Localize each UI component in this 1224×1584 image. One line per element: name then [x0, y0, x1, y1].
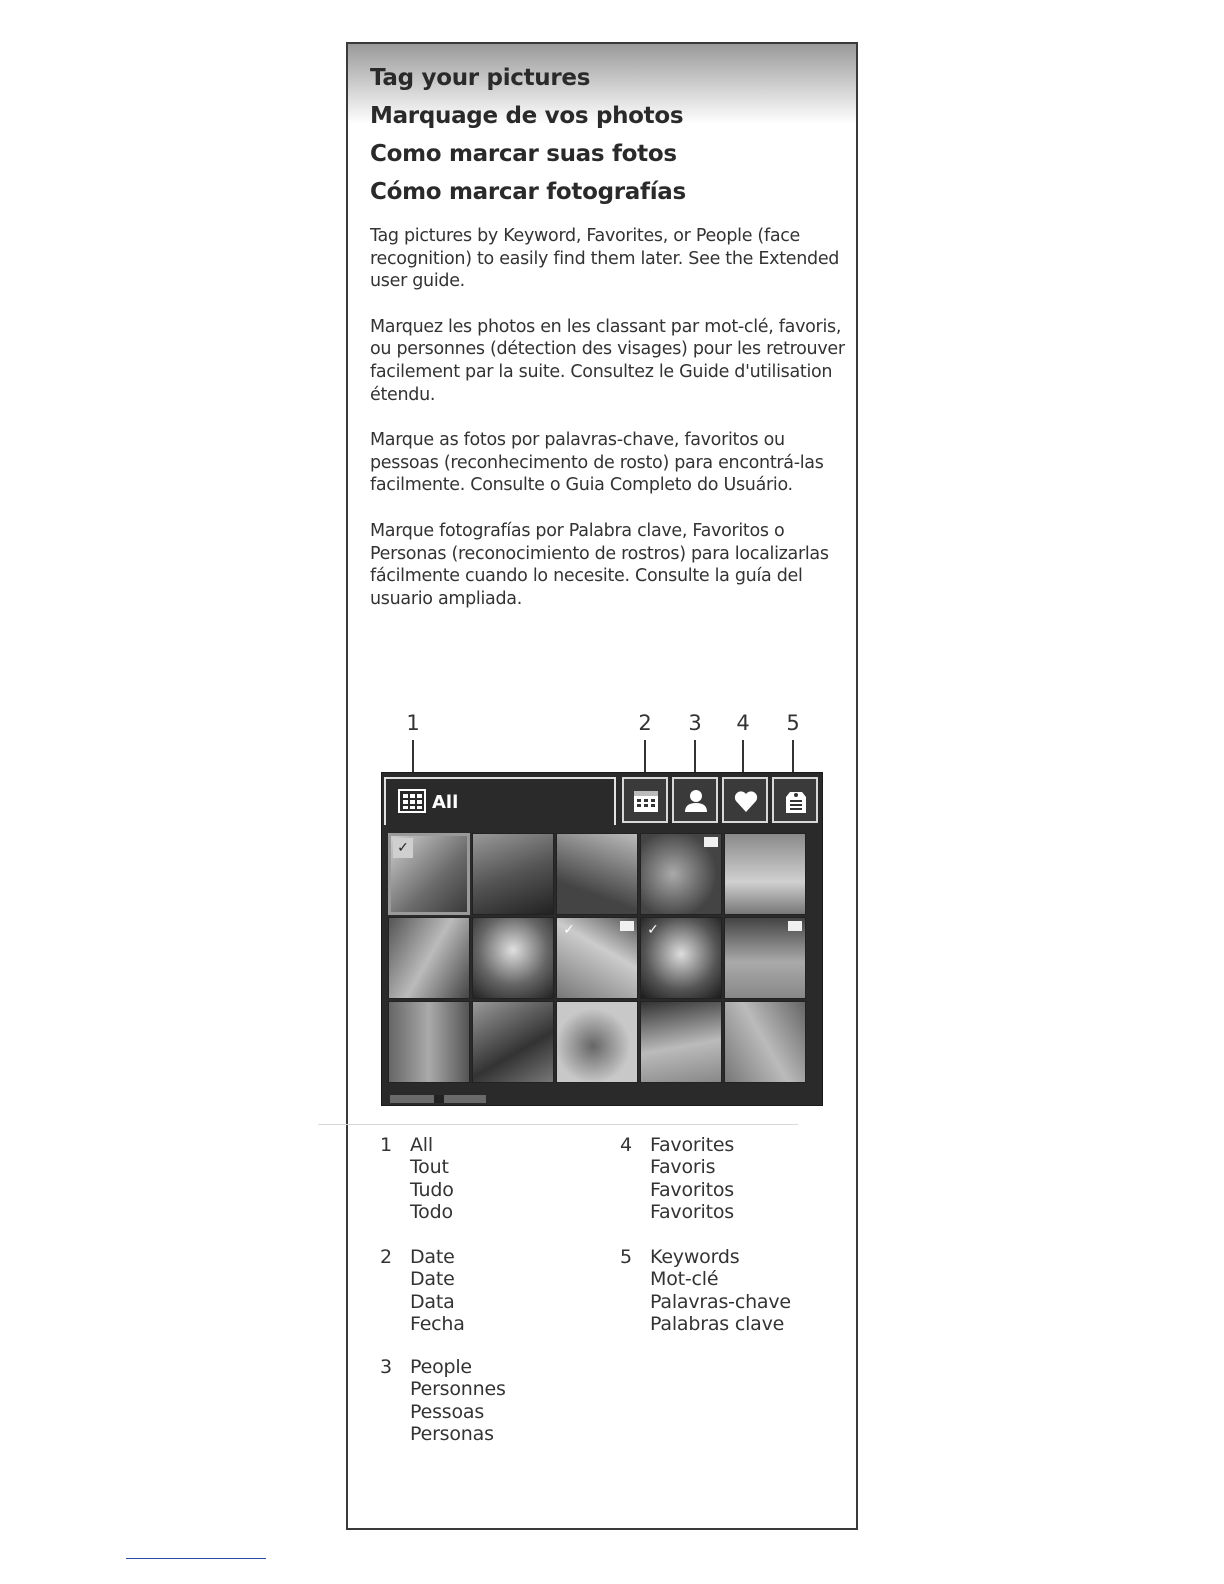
- photo-thumbnail[interactable]: [388, 833, 470, 915]
- legend-term: Palavras-chave: [650, 1290, 791, 1313]
- stack-icon: [704, 837, 718, 847]
- callout-4: [728, 710, 758, 772]
- legend-term: Mot-clé: [650, 1268, 719, 1291]
- scan-fold-line: [318, 1124, 798, 1125]
- camera-screen: [381, 772, 823, 1106]
- photo-thumbnail[interactable]: [472, 1001, 554, 1083]
- callout-line: [792, 740, 794, 772]
- callout-number: 4: [736, 711, 750, 735]
- legend-term: All: [410, 1134, 433, 1156]
- legend-term: Keywords: [650, 1246, 740, 1268]
- scrollbar[interactable]: [390, 1095, 486, 1103]
- callout-line: [694, 740, 696, 772]
- callout-number: 3: [688, 711, 702, 735]
- callout-number: 1: [406, 711, 420, 735]
- photo-thumbnail[interactable]: [556, 1001, 638, 1083]
- checkmark-icon: ✓: [563, 922, 575, 938]
- heading-en: Tag your pictures: [370, 65, 591, 91]
- legend-term: Todo: [410, 1201, 453, 1224]
- legend-term: Data: [410, 1290, 455, 1313]
- tab-all-label: All: [432, 792, 459, 813]
- grid-icon: [398, 789, 426, 813]
- date-tab-button[interactable]: [622, 777, 668, 823]
- intro-text: [370, 225, 848, 633]
- legend-term: Palabras clave: [650, 1313, 785, 1336]
- photo-thumbnail[interactable]: [724, 1001, 806, 1083]
- photo-thumbnail[interactable]: [556, 833, 638, 915]
- photo-thumbnail[interactable]: [724, 917, 806, 999]
- photo-thumbnail[interactable]: [724, 833, 806, 915]
- legend-term: Personnes: [410, 1378, 506, 1401]
- paragraph-en: Tag pictures by Keyword, Favorites, or People (face recognition) to easily find them later. See the Extended user guide.: [370, 226, 840, 292]
- folder-icon: [620, 921, 634, 931]
- keywords-tab-button[interactable]: [772, 777, 818, 823]
- legend-term: Tudo: [410, 1178, 454, 1201]
- photo-thumbnail[interactable]: [472, 917, 554, 999]
- photo-thumbnail[interactable]: [640, 833, 722, 915]
- callout-1: [398, 710, 428, 772]
- callout-3: [680, 710, 710, 772]
- checkmark-icon: ✓: [393, 838, 413, 858]
- people-tab-button[interactable]: [672, 777, 718, 823]
- legend-term: Tout: [410, 1156, 449, 1179]
- callout-2: [630, 710, 660, 772]
- legend-term: Fecha: [410, 1313, 465, 1336]
- photo-thumbnail[interactable]: [640, 917, 722, 999]
- instruction-panel: [346, 42, 858, 1530]
- footnote-rule: [126, 1558, 266, 1559]
- scrollbar-thumb[interactable]: [434, 1095, 444, 1103]
- legend-term: Personas: [410, 1423, 494, 1446]
- photo-thumbnail[interactable]: [388, 917, 470, 999]
- legend-number: 4: [620, 1134, 632, 1156]
- heading-es: Cómo marcar fotografías: [370, 179, 686, 205]
- paragraph-pt: Marque as fotos por palavras-chave, favoritos ou pessoas (reconhecimento de rosto) para encontrá-las facilmente. Consulte o Guia Completo do Usuário.: [370, 430, 824, 496]
- heading-pt: Como marcar suas fotos: [370, 141, 677, 167]
- favorites-tab-button[interactable]: [722, 777, 768, 823]
- legend-number: 1: [380, 1134, 392, 1156]
- legend-term: Favoritos: [650, 1178, 734, 1201]
- legend-term: Favoris: [650, 1156, 716, 1179]
- legend-term: Favoritos: [650, 1201, 734, 1224]
- callout-number: 2: [638, 711, 652, 735]
- legend-term: Date: [410, 1268, 455, 1291]
- heart-icon: [733, 788, 759, 814]
- photo-grid: [388, 833, 808, 1087]
- legend-term: Favorites: [650, 1134, 735, 1156]
- paragraph-es: Marque fotografías por Palabra clave, Favoritos o Personas (reconocimiento de rostros) para localizarlas fácilmente cuando lo necesite. Consulte la guía del usuario ampliada.: [370, 520, 829, 609]
- callout-line: [412, 740, 414, 772]
- callout-number: 5: [786, 711, 800, 735]
- person-icon: [683, 788, 709, 814]
- callout-5: [778, 710, 808, 772]
- tab-all[interactable]: [384, 777, 616, 825]
- legend-number: 2: [380, 1246, 392, 1268]
- folder-icon: [788, 921, 802, 931]
- photo-thumbnail[interactable]: [640, 1001, 722, 1083]
- photo-thumbnail[interactable]: [388, 1001, 470, 1083]
- legend-number: 3: [380, 1356, 392, 1378]
- legend-number: 5: [620, 1246, 632, 1268]
- checkmark-icon: ✓: [647, 922, 659, 938]
- heading-fr: Marquage de vos photos: [370, 103, 684, 129]
- legend-term: Date: [410, 1246, 455, 1268]
- paragraph-fr: Marquez les photos en les classant par mot-clé, favoris, ou personnes (détection des visages) pour les retrouver facilement par la suite. Consultez le Guide d'utilisation étendu.: [370, 316, 845, 405]
- callout-line: [644, 740, 646, 772]
- photo-thumbnail[interactable]: [472, 833, 554, 915]
- legend-term: People: [410, 1356, 472, 1378]
- tag-icon: [783, 788, 809, 814]
- photo-thumbnail[interactable]: [556, 917, 638, 999]
- headings: [370, 62, 686, 214]
- callout-line: [742, 740, 744, 772]
- calendar-icon: [633, 788, 659, 814]
- legend-term: Pessoas: [410, 1400, 485, 1423]
